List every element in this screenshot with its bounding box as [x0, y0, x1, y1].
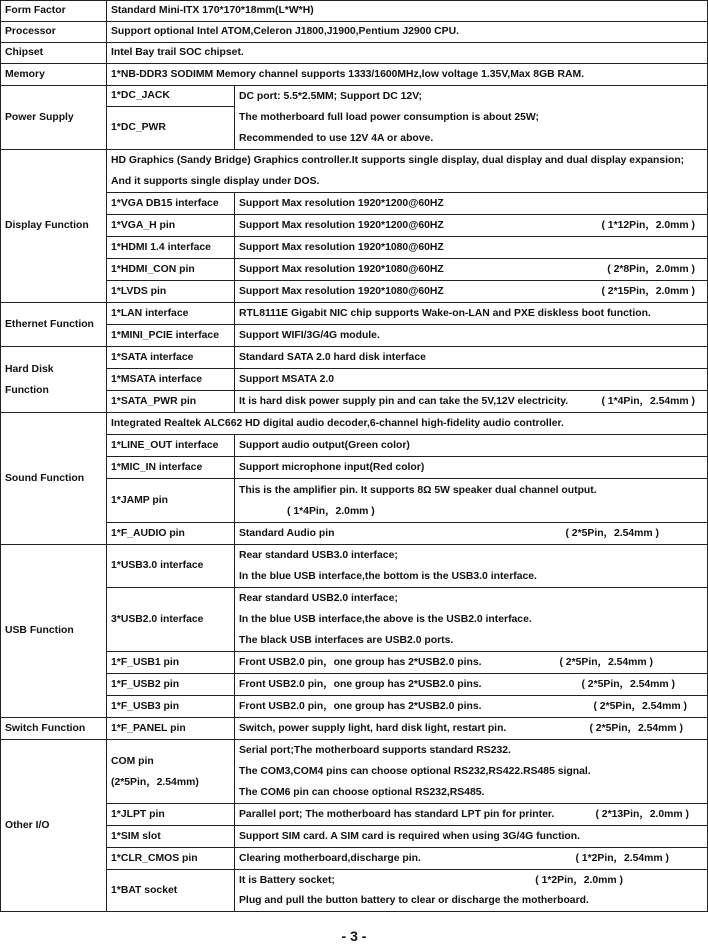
ethernet-item-desc: RTL8111E Gigabit NIC chip supports Wake-on-LAN and PXE diskless boot function.	[235, 303, 708, 325]
usb2-desc-line: In the blue USB interface,the above is the USB2.0 interface.	[239, 614, 532, 625]
com-desc-line: Serial port;The motherboard supports standard RS232.	[239, 745, 511, 756]
row-label-hard-disk	[1, 347, 107, 413]
switch-item-name: 1*F_PANEL pin	[107, 718, 235, 740]
sound-intro: Integrated Realtek ALC662 HD digital audio decoder,6-channel high-fidelity audio controller.	[107, 413, 708, 435]
usb-item-name: 1*F_USB1 pin	[107, 652, 235, 674]
memory-value: 1*NB-DDR3 SODIMM Memory channel supports 1333/1600MHz,low voltage 1.35V,Max 8GB RAM.	[107, 64, 708, 86]
other-item-desc	[235, 804, 708, 826]
usb-item-name: 1*F_USB2 pin	[107, 674, 235, 696]
sound-item-desc: Support microphone input(Red color)	[235, 457, 708, 479]
pin-spec: ( 2*5Pin，2.54mm )	[565, 527, 659, 539]
display-desc-text: Support Max resolution 1920*1080@60HZ	[239, 285, 444, 297]
row-label-power-supply: Power Supply	[1, 86, 107, 150]
harddisk-item-name: 1*SATA interface	[107, 347, 235, 369]
usb2-desc-line: The black USB interfaces are USB2.0 ports.	[239, 635, 454, 646]
pin-spec: ( 2*5Pin，2.54mm )	[559, 656, 653, 668]
harddisk-item-desc: Standard SATA 2.0 hard disk interface	[235, 347, 708, 369]
pin-spec: ( 1*12Pin，2.0mm )	[601, 219, 695, 231]
row-label-sound: Sound Function	[1, 413, 107, 545]
power-desc-line: Recommended to use 12V 4A or above.	[239, 133, 434, 144]
processor-value: Support optional Intel ATOM,Celeron J1800,J1900,Pentium J2900 CPU.	[107, 22, 708, 43]
usb-item-desc	[235, 674, 708, 696]
usb-pin-desc-text: Front USB2.0 pin，one group has 2*USB2.0 pins.	[239, 700, 482, 712]
power-desc-line: The motherboard full load power consumption is about 25W;	[239, 112, 539, 123]
other-item-desc	[235, 848, 708, 870]
jlpt-desc-text: Parallel port; The motherboard has standard LPT pin for printer.	[239, 808, 555, 820]
pin-spec: ( 2*5Pin，2.54mm )	[581, 678, 675, 690]
usb-pin-desc-text: Front USB2.0 pin，one group has 2*USB2.0 pins.	[239, 656, 482, 668]
display-desc-text: Support Max resolution 1920*1080@60HZ	[239, 241, 444, 253]
other-item-desc	[235, 740, 708, 804]
usb2-desc-line: Rear standard USB2.0 interface;	[239, 593, 398, 604]
chipset-value: Intel Bay trail SOC chipset.	[107, 43, 708, 64]
switch-desc-text: Switch, power supply light, hard disk light, restart pin.	[239, 722, 507, 734]
usb3-desc-line: In the blue USB interface,the bottom is the USB3.0 interface.	[239, 571, 537, 582]
com-name-line: (2*5Pin，2.54mm)	[111, 776, 199, 788]
harddisk-item-name: 1*MSATA interface	[107, 369, 235, 391]
pin-spec: ( 1*2Pin，2.54mm )	[575, 852, 669, 864]
usb-item-name: 1*F_USB3 pin	[107, 696, 235, 718]
power-description	[235, 86, 708, 150]
ethernet-item-desc: Support WIFI/3G/4G module.	[235, 325, 708, 347]
row-label-memory: Memory	[1, 64, 107, 86]
usb-item-desc	[235, 696, 708, 718]
f-audio-desc-text: Standard Audio pin	[239, 527, 335, 539]
row-label-display: Display Function	[1, 150, 107, 303]
hard-disk-label-line: Function	[5, 384, 49, 396]
com-name-line: COM pin	[111, 755, 154, 767]
power-item-dc-jack: 1*DC_JACK	[107, 86, 235, 107]
sound-item-name: 1*JAMP pin	[107, 479, 235, 523]
display-desc-text: Support Max resolution 1920*1200@60HZ	[239, 219, 444, 231]
ethernet-item-name: 1*MINI_PCIE interface	[107, 325, 235, 347]
bat-desc-line: Plug and pull the button battery to clear or discharge the motherboard.	[239, 894, 589, 906]
usb-pin-desc-text: Front USB2.0 pin，one group has 2*USB2.0 pins.	[239, 678, 482, 690]
display-item-desc	[235, 237, 708, 259]
sound-item-name: 1*LINE_OUT interface	[107, 435, 235, 457]
other-item-name	[107, 740, 235, 804]
jamp-desc-line: This is the amplifier pin. It supports 8Ω 5W speaker dual channel output.	[239, 484, 597, 496]
row-label-usb: USB Function	[1, 545, 107, 718]
display-intro-line: HD Graphics (Sandy Bridge) Graphics controller.It supports single display, dual display and dual display expansion;	[111, 155, 685, 166]
clr-desc-text: Clearing motherboard,discharge pin.	[239, 852, 421, 864]
harddisk-desc-text: It is hard disk power supply pin and can take the 5V,12V electricity.	[239, 395, 569, 407]
other-item-name: 1*BAT socket	[107, 870, 235, 912]
pin-spec: ( 2*5Pin，2.54mm )	[589, 722, 683, 734]
other-item-name: 1*CLR_CMOS pin	[107, 848, 235, 870]
com-desc-line: The COM6 pin can choose optional RS232,RS485.	[239, 787, 485, 798]
hard-disk-label-line: Hard Disk	[5, 363, 54, 375]
form-factor-value: Standard Mini-ITX 170*170*18mm(L*W*H)	[107, 1, 708, 22]
display-item-name: 1*VGA DB15 interface	[107, 193, 235, 215]
display-desc-text: Support Max resolution 1920*1200@60HZ	[239, 197, 444, 209]
sound-item-desc: Support audio output(Green color)	[235, 435, 708, 457]
jamp-pin-line: ( 1*4Pin，2.0mm )	[287, 505, 375, 517]
display-item-desc	[235, 215, 708, 237]
bat-desc-line	[239, 871, 703, 891]
display-item-name: 1*HDMI_CON pin	[107, 259, 235, 281]
usb-item-desc	[235, 652, 708, 674]
usb-item-name: 1*USB3.0 interface	[107, 545, 235, 588]
sound-item-desc	[235, 479, 708, 523]
bat-desc-text: It is Battery socket;	[239, 874, 335, 886]
other-item-name: 1*SIM slot	[107, 826, 235, 848]
pin-spec: ( 2*13Pin，2.0mm )	[595, 808, 689, 820]
power-desc-line: DC port: 5.5*2.5MM; Support DC 12V;	[239, 91, 423, 102]
sound-item-name: 1*MIC_IN interface	[107, 457, 235, 479]
display-item-name: 1*HDMI 1.4 interface	[107, 237, 235, 259]
pin-spec: ( 2*15Pin，2.0mm )	[601, 285, 695, 297]
harddisk-item-name: 1*SATA_PWR pin	[107, 391, 235, 413]
display-intro-line: And it supports single display under DOS.	[111, 176, 320, 187]
other-item-desc: Support SIM card. A SIM card is required when using 3G/4G function.	[235, 826, 708, 848]
switch-item-desc	[235, 718, 708, 740]
display-item-name: 1*LVDS pin	[107, 281, 235, 303]
row-label-processor: Processor	[1, 22, 107, 43]
display-item-desc	[235, 193, 708, 215]
com-desc-line: The COM3,COM4 pins can choose optional RS232,RS422.RS485 signal.	[239, 766, 591, 777]
display-item-name: 1*VGA_H pin	[107, 215, 235, 237]
ethernet-item-name: 1*LAN interface	[107, 303, 235, 325]
usb3-desc-line: Rear standard USB3.0 interface;	[239, 550, 398, 561]
usb-item-desc	[235, 545, 708, 588]
row-label-other-io: Other I/O	[1, 740, 107, 912]
other-item-name: 1*JLPT pin	[107, 804, 235, 826]
display-item-desc	[235, 281, 708, 303]
harddisk-item-desc: Support MSATA 2.0	[235, 369, 708, 391]
pin-spec: ( 2*8Pin，2.0mm )	[607, 263, 695, 275]
sound-item-desc	[235, 523, 708, 545]
row-label-switch: Switch Function	[1, 718, 107, 740]
display-item-desc	[235, 259, 708, 281]
display-intro	[107, 150, 708, 193]
pin-spec: ( 2*5Pin，2.54mm )	[593, 700, 687, 712]
other-item-desc	[235, 870, 708, 912]
harddisk-item-desc	[235, 391, 708, 413]
page-number: - 3 -	[341, 928, 367, 944]
sound-item-name: 1*F_AUDIO pin	[107, 523, 235, 545]
row-label-chipset: Chipset	[1, 43, 107, 64]
row-label-form-factor: Form Factor	[1, 1, 107, 22]
usb-item-desc	[235, 588, 708, 652]
power-item-dc-pwr: 1*DC_PWR	[107, 107, 235, 150]
pin-spec: ( 1*2Pin，2.0mm )	[535, 874, 623, 886]
pin-spec: ( 1*4Pin，2.54mm )	[601, 395, 695, 407]
usb-item-name: 3*USB2.0 interface	[107, 588, 235, 652]
row-label-ethernet: Ethernet Function	[1, 303, 107, 347]
display-desc-text: Support Max resolution 1920*1080@60HZ	[239, 263, 444, 275]
